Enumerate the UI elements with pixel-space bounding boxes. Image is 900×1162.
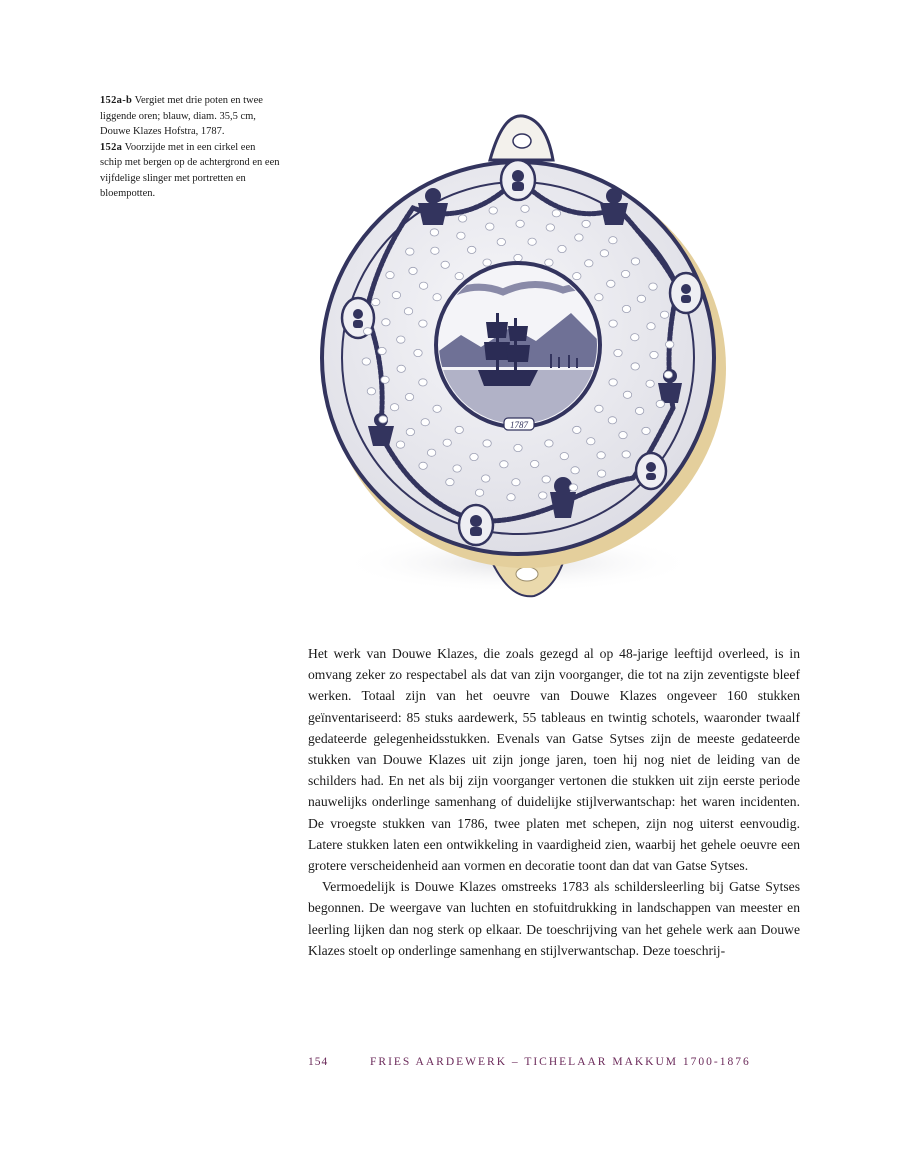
strainer-hole [573, 426, 581, 433]
strainer-hole [433, 294, 441, 301]
strainer-hole [619, 432, 627, 439]
strainer-hole [397, 336, 405, 343]
strainer-hole [397, 365, 405, 372]
strainer-hole [607, 280, 615, 287]
strainer-hole [512, 479, 520, 486]
strainer-hole [571, 467, 579, 474]
strainer-hole [597, 452, 605, 459]
strainer-hole [575, 234, 583, 241]
strainer-hole [405, 393, 413, 400]
strainer-hole [631, 334, 639, 341]
strainer-hole [646, 380, 654, 387]
strainer-hole [427, 449, 435, 456]
strainer-hole [542, 476, 550, 483]
strainer-hole [414, 349, 422, 356]
strainer-hole [396, 441, 404, 448]
strainer-hole [664, 371, 672, 378]
caption-entry-152ab [100, 93, 280, 140]
strainer-hole [597, 470, 605, 477]
strainer-hole [409, 267, 417, 274]
paragraph: Het werk van Douwe Klazes, die zoals gezegd al op 48-jarige leeftijd overleed, is in omvang zeker zo respectabel als dat van zijn voorganger, die tot na zijn zeventigste bleef werken. Totaal zijn van het oeuvre van Douwe Klazes ongeveer 160 stukken geïnventariseerd: 85 stuks aardewerk, 55 tableaus en twintig schotels, waaronder twaalf gedateerde gelegenheidsstukken. Evenals van Gatse Sytses zijn de meeste gedateerde stukken van Douwe Klazes uit zijn jonge jaren, toen hij nog niet de leiding van de schilders had. En net als bij zijn voorganger vertonen die stukken uit zijn eerste periode nauwelijks onderlinge samenhang of duidelijke stijlverwantschap: het waren incidenten. De vroegste stukken van 1786, twee platen met schepen, zijn nog uiterst eenvoudig. Latere stukken laten een ontwikkeling in vaardigheid zien, waarbij het gehele oeuvre een grotere verscheidenheid aan vormen en decoratie toont dan dat van Gatse Sytses. [308, 646, 800, 874]
strainer-hole [443, 439, 451, 446]
strainer-hole [362, 358, 370, 365]
strainer-hole [516, 220, 524, 227]
strainer-hole [486, 223, 494, 230]
strainer-hole [489, 207, 497, 214]
handle-hole [513, 134, 531, 148]
strainer-hole [419, 320, 427, 327]
strainer-hole [431, 247, 439, 254]
caption-entry-152a [100, 140, 280, 202]
strainer-hole [621, 270, 629, 277]
strainer-hole [390, 404, 398, 411]
strainer-hole [587, 438, 595, 445]
running-footer [308, 1056, 808, 1068]
strainer-hole [585, 260, 593, 267]
strainer-hole [419, 379, 427, 386]
strainer-hole [545, 440, 553, 447]
strainer-hole [453, 465, 461, 472]
strainer-hole [666, 341, 674, 348]
strainer-hole [514, 254, 522, 261]
date-label: 1787 [510, 420, 528, 430]
strainer-hole [475, 489, 483, 496]
running-title: FRIES AARDEWERK – TICHELAAR MAKKUM 1700-1876 [370, 1056, 751, 1068]
strainer-hole [595, 294, 603, 301]
strainer-hole [406, 428, 414, 435]
strainer-hole [507, 494, 515, 501]
strainer-hole [483, 440, 491, 447]
strainer-hole [470, 453, 478, 460]
caption-text: Vergiet met drie poten en twee liggende oren; blauw, diam. 35,5 cm, Douwe Klazes Hofstra, 1787. [100, 95, 263, 137]
strainer-hole [623, 391, 631, 398]
strainer-hole [382, 319, 390, 326]
strainer-hole [631, 258, 639, 265]
strainer-hole [381, 376, 389, 383]
strainer-hole [545, 259, 553, 266]
strainer-hole [560, 453, 568, 460]
strainer-hole [406, 248, 414, 255]
handle-hole [516, 567, 538, 581]
page-number: 154 [308, 1056, 329, 1068]
strainer-hole [569, 484, 577, 491]
strainer-hole [433, 405, 441, 412]
strainer-hole [500, 461, 508, 468]
strainer-hole [468, 246, 476, 253]
caption-number: 152a-b [100, 95, 133, 106]
strainer-hole [419, 462, 427, 469]
strainer-hole [622, 451, 630, 458]
strainer-hole [558, 245, 566, 252]
strainer-hole [372, 299, 380, 306]
strainer-hole [367, 388, 375, 395]
strainer-hole [497, 238, 505, 245]
strainer-hole [430, 229, 438, 236]
strainer-hole [635, 407, 643, 414]
strainer-hole [582, 220, 590, 227]
strainer-hole [614, 349, 622, 356]
strainer-hole [609, 320, 617, 327]
strainer-hole [364, 328, 372, 335]
strainer-hole [421, 419, 429, 426]
strainer-hole [631, 363, 639, 370]
strainer-hole [404, 308, 412, 315]
strainer-hole [531, 460, 539, 467]
strainer-hole [455, 426, 463, 433]
paragraph: Vermoedelijk is Douwe Klazes omstreeks 1783 als schildersleerling bij Gatse Sytses begonnen. De weergave van luchten en stofuitdrukking in landschappen van meester en leerling lijken dan nog sterk op elkaar. De toeschrijving van het gehele werk aan Douwe Klazes stoelt op onderlinge samenhang en stijlverwantschap. Deze toeschrij- [308, 879, 800, 958]
strainer-hole [609, 379, 617, 386]
strainer-hole [419, 282, 427, 289]
strainer-hole [637, 295, 645, 302]
strainer-hole [446, 479, 454, 486]
strainer-hole [595, 405, 603, 412]
figure-caption [100, 93, 280, 202]
strainer-hole [600, 250, 608, 257]
strainer-hole [528, 238, 536, 245]
strainer-hole [649, 283, 657, 290]
strainer-hole [514, 444, 522, 451]
strainer-hole [608, 417, 616, 424]
strainer-hole [457, 232, 465, 239]
strainer-hole [386, 272, 394, 279]
strainer-hole [482, 475, 490, 482]
strainer-hole [546, 224, 554, 231]
strainer-hole [458, 215, 466, 222]
strainer-hole [441, 261, 449, 268]
strainer-hole [650, 351, 658, 358]
strainer-hole [552, 210, 560, 217]
strainer-hole [539, 492, 547, 499]
strainer-hole [521, 205, 529, 212]
strainer-hole [378, 347, 386, 354]
colander-photo [318, 108, 738, 608]
strainer-hole [609, 237, 617, 244]
strainer-hole [647, 323, 655, 330]
strainer-hole [622, 305, 630, 312]
caption-number: 152a [100, 141, 123, 153]
strainer-hole [642, 427, 650, 434]
caption-text: Voorzijde met in een cirkel een schip met bergen op de achtergrond en een vijfdelige slinger met portretten en bloempotten. [100, 141, 280, 199]
strainer-hole [455, 273, 463, 280]
strainer-hole [573, 273, 581, 280]
strainer-hole [656, 400, 664, 407]
colander-illustration [318, 108, 738, 608]
body-text [308, 643, 800, 961]
strainer-hole [483, 259, 491, 266]
strainer-hole [379, 416, 387, 423]
strainer-hole [660, 311, 668, 318]
strainer-hole [392, 292, 400, 299]
